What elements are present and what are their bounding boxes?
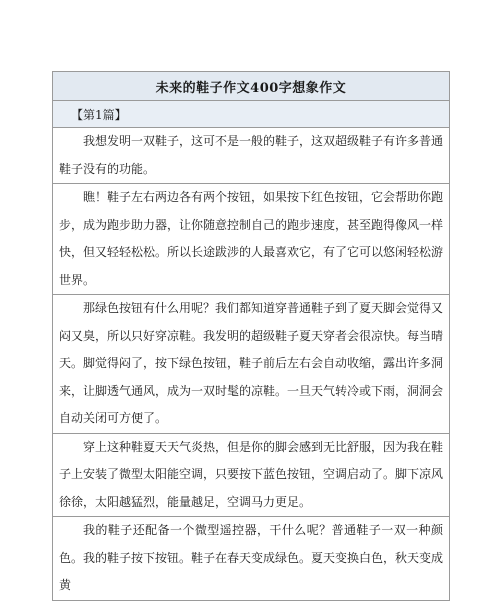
- section-header: 【第1篇】: [53, 101, 449, 128]
- paragraph: 我想发明一双鞋子，这可不是一般的鞋子，这双超级鞋子有许多普通鞋子没有的功能。: [53, 128, 449, 184]
- paragraph: 穿上这种鞋夏天天气炎热，但是你的脚会感到无比舒服，因为我在鞋子上安装了微型太阳能空调，只要按下蓝色按钮，空调启动了。脚下凉风徐徐，太阳越猛烈，能量越足，空调马力更足。: [53, 434, 449, 518]
- paragraph: 那绿色按钮有什么用呢？我们都知道穿普通鞋子到了夏天脚会觉得又闷又臭，所以只好穿凉鞋。我发明的超级鞋子夏天穿者会很凉快。每当晴天。脚觉得闷了，按下绿色按钮，鞋子前后左右会自动收缩，露出许多洞来，让脚透气通风，成为一双时髦的凉鞋。一旦天气转冷或下雨，洞洞会自动关闭可方便了。: [53, 295, 449, 434]
- paragraph: 我的鞋子还配备一个微型遥控器，干什么呢？普通鞋子一双一种颜色。我的鞋子按下按钮。鞋子在春天变成绿色。夏天变换白色，秋天变成黄: [53, 517, 449, 601]
- document-table: [52, 71, 450, 601]
- paragraph: 瞧！鞋子左右两边各有两个按钮，如果按下红色按钮，它会帮助你跑步，成为跑步助力器，让你随意控制自己的跑步速度，甚至跑得像风一样快，但又轻轻松松。所以长途跋涉的人最喜欢它，有了它可以悠闲轻松游世界。: [53, 184, 449, 295]
- document-title: 未来的鞋子作文400字想象作文: [53, 72, 449, 101]
